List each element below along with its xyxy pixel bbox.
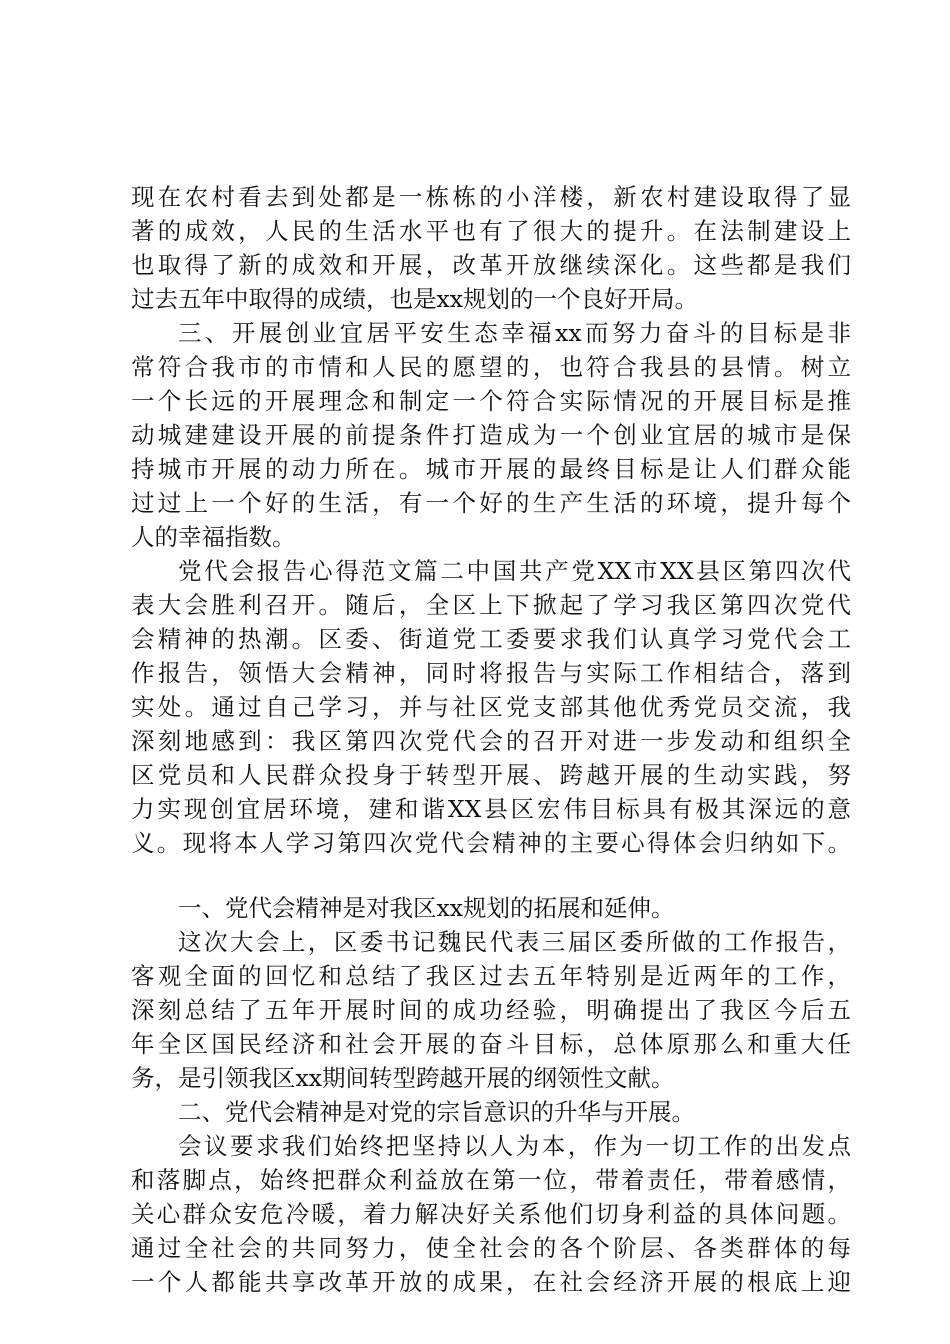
text-line: 和落脚点，始终把群众利益放在第一位，带着责任，带着感情， — [131, 1166, 851, 1194]
text-line: 也取得了新的成效和开展，改革开放继续深化。这些都是我们 — [131, 251, 851, 279]
text-line: 过过上一个好的生活，有一个好的生产生活的环境，提升每个 — [131, 489, 851, 517]
text-line: 会精神的热潮。区委、街道党工委要求我们认真学习党代会工 — [131, 625, 851, 653]
text-line: 义。现将本人学习第四次党代会精神的主要心得体会归纳如下。 — [131, 829, 851, 857]
text-line: 关心群众安危冷暖，着力解决好关系他们切身利益的具体问题。 — [131, 1200, 851, 1228]
text-line: 一个长远的开展理念和制定一个符合实际情况的开展目标是推 — [131, 387, 851, 415]
text-line: 力实现创宜居环境，建和谐XX县区宏伟目标具有极其深远的意 — [131, 795, 851, 823]
text-line: 区党员和人民群众投身于转型开展、跨越开展的生动实践，努 — [131, 761, 851, 789]
text-line: 实处。通过自己学习，并与社区党支部其他优秀党员交流，我 — [131, 693, 851, 721]
text-line: 三、开展创业宜居平安生态幸福xx而努力奋斗的目标是非 — [178, 319, 851, 347]
text-line: 深刻总结了五年开展时间的成功经验，明确提出了我区今后五 — [131, 996, 851, 1024]
text-line: 表大会胜利召开。随后，全区上下掀起了学习我区第四次党代 — [131, 591, 851, 619]
text-line: 人的幸福指数。 — [131, 523, 296, 551]
text-line: 作报告，领悟大会精神，同时将报告与实际工作相结合，落到 — [131, 659, 851, 687]
text-line: 年全区国民经济和社会开展的奋斗目标，总体原那么和重大任 — [131, 1030, 851, 1058]
text-line: 著的成效，人民的生活水平也有了很大的提升。在法制建设上 — [131, 217, 851, 245]
text-line: 党代会报告心得范文篇二中国共产党XX市XX县区第四次代 — [178, 557, 851, 585]
text-line: 一个人都能共享改革开放的成果，在社会经济开展的根底上迎 — [131, 1268, 851, 1296]
text-line: 现在农村看去到处都是一栋栋的小洋楼，新农村建设取得了显 — [131, 183, 851, 211]
text-line: 动城建建设开展的前提条件打造成为一个创业宜居的城市是保 — [131, 421, 851, 449]
text-line: 深刻地感到：我区第四次党代会的召开对进一步发动和组织全 — [131, 727, 851, 755]
text-line: 这次大会上，区委书记魏民代表三届区委所做的工作报告， — [178, 928, 851, 956]
text-line: 常符合我市的市情和人民的愿望的，也符合我县的县情。树立 — [131, 353, 851, 381]
text-line: 通过全社会的共同努力，使全社会的各个阶层、各类群体的每 — [131, 1234, 851, 1262]
text-line: 持城市开展的动力所在。城市开展的最终目标是让人们群众能 — [131, 455, 851, 483]
text-line: 二、党代会精神是对党的宗旨意识的升华与开展。 — [178, 1098, 695, 1126]
text-line: 务，是引领我区xx期间转型跨越开展的纲领性文献。 — [131, 1064, 675, 1092]
text-line: 客观全面的回忆和总结了我区过去五年特别是近两年的工作， — [131, 962, 851, 990]
text-line: 过去五年中取得的成绩，也是xx规划的一个良好开局。 — [131, 285, 699, 313]
text-line: 一、党代会精神是对我区xx规划的拓展和延伸。 — [178, 894, 675, 922]
text-line: 会议要求我们始终把坚持以人为本，作为一切工作的出发点 — [178, 1132, 851, 1160]
